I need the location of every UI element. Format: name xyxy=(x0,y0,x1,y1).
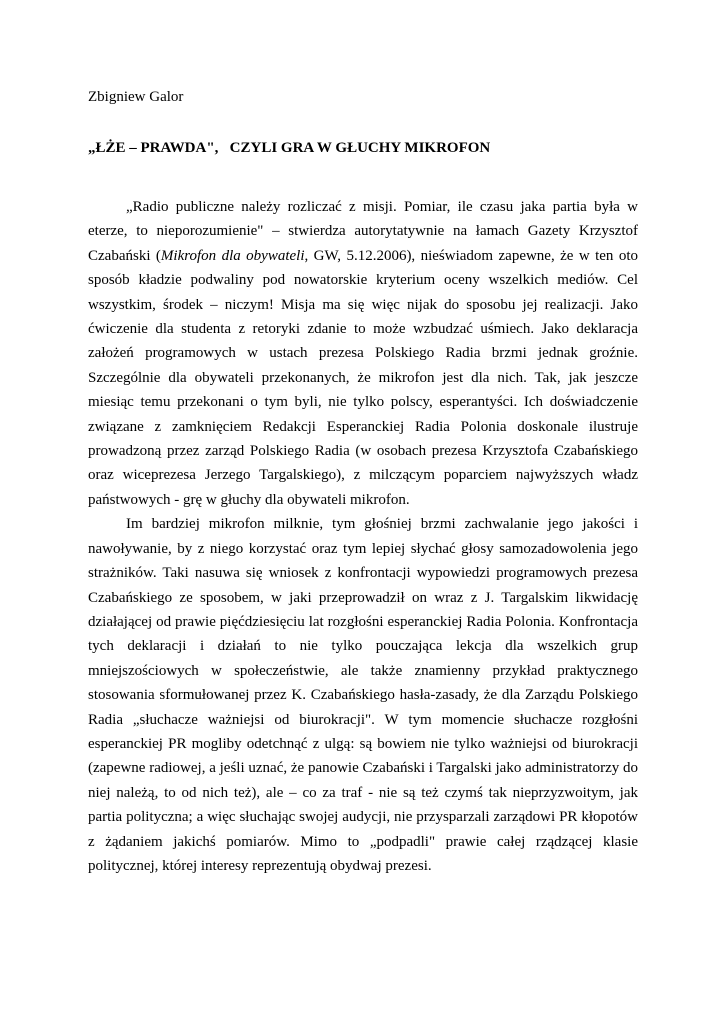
author-name: Zbigniew Galor xyxy=(88,89,184,105)
paragraph-1-text-start: „Radio publiczne należy rozliczać z misji. Pomiar, ile czasu jaka partia była w eterze, to nieporozumienie" – stwierdza autorytatywnie na łamach Gazety Krzysztof Czabański ( xyxy=(88,199,638,264)
article-title: „ŁŻE – PRAWDA", CZYLI GRA W GŁUCHY MIKROFON xyxy=(88,140,491,156)
paragraph-2: Im bardziej mikrofon milknie, tym głośniej brzmi zachwalanie jego jakości i nawoływanie, by z niego korzystać oraz tym lepiej słychać głosy samozadowolenia jego strażników. Taki nasuwa się wniosek z konfrontacji wypowiedzi programowych prezesa Czabańskiego ze sposobem, w jaki przeprowadził on wraz z J. Targalskim likwidację działającej od prawie pięćdziesięciu lat rozgłośni esperanckiej Radia Polonia. Konfrontacja tych deklaracji i działań to nie tylko pouczająca lekcja dla wszelkich grup mniejszościowych w społeczeństwie, ale także znamienny przykład praktycznego stosowania sformułowanej przez K. Czabańskiego hasła-zasady, że dla Zarządu Polskiego Radia „słuchacze ważniejsi od biurokracji". W tym momencie słuchacze rozgłośni esperanckiej PR mogliby odetchnąć z ulgą: są bowiem nie tylko ważniejsi od biurokracji (zapewne radiowej, a jeśli uznać, że panowie Czabański i Targalski jako administratorzy do niej należą, to od nich też), ale – co za traf - nie są też czymś tak nieprzyzwoitym, jak partia polityczna; a więc słuchając swojej audycji, nie przysparzali zarządowi PR kłopotów z żądaniem jakichś pomiarów. Mimo to „podpadli" prawie całej rządzącej klasie politycznej, której interesy reprezentują obydwaj prezesi. xyxy=(88,516,638,874)
article-body xyxy=(88,195,638,878)
paragraph-1-citation: Mikrofon dla obywateli xyxy=(160,247,305,264)
paragraph-1 xyxy=(88,195,638,512)
paragraph-1-text-end: , GW, 5.12.2006), nieświadom zapewne, że w ten oto sposób kładzie podwaliny pod nowatorskie kryterium oceny wszelkich mediów. Cel wszystkim, środek – niczym! Misja ma się więc nijak do sposobu jej realizacji. Jako ćwiczenie dla studenta z retoryki zdanie to może wzbudzać uśmiech. Jako deklaracja założeń programowych w ustach prezesa Polskiego Radia brzmi jednak groźnie. Szczególnie dla obywateli przekonanych, że mikrofon jest dla nich. Tak, jak jeszcze miesiąc temu przekonani o tym byli, nie tylko polscy, esperantyści. Ich doświadczenie związane z zamknięciem Redakcji Esperanckiej Radia Polonia doskonale ilustruje prowadzoną przez zarząd Polskiego Radia (w osobach prezesa Krzysztofa Czabańskiego oraz wiceprezesa Jerzego Targalskiego), z milczącym poparciem najwyższych władz państwowych - grę w głuchy dla obywateli mikrofon. xyxy=(88,247,639,508)
